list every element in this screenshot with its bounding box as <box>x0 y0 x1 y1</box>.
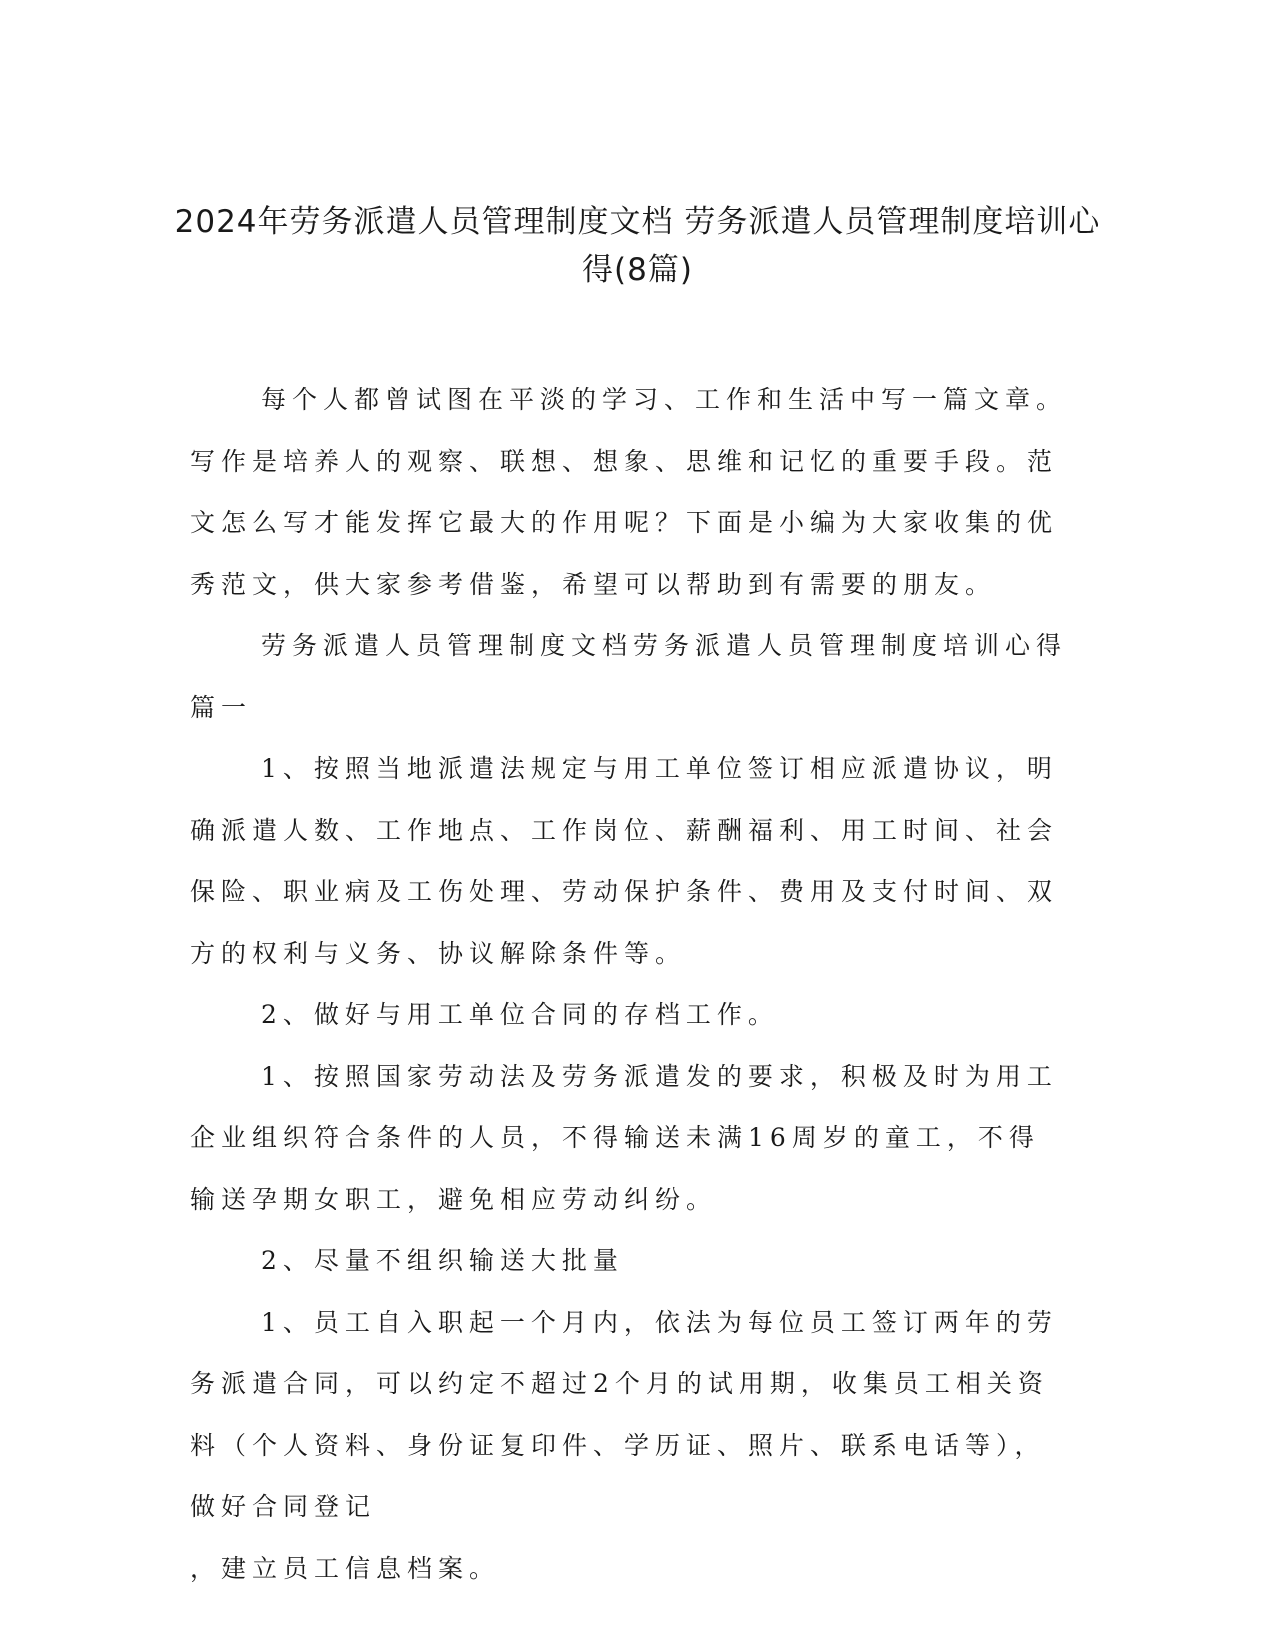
list-item: 1、按照当地派遣法规定与用工单位签订相应派遣协议，明确派遣人数、工作地点、工作岗位、薪酬福利、用工时间、社会保险、职业病及工伤处理、劳动保护条件、费用及支付时间、双方的权利与义务、协议解除条件等。 <box>190 754 1059 968</box>
list-item-continuation: ，建立员工信息档案。 <box>190 1553 501 1583</box>
document-body <box>190 369 1070 1599</box>
list-item: 2、做好与用工单位合同的存档工作。 <box>261 1000 779 1029</box>
intro-paragraph: 每个人都曾试图在平淡的学习、工作和生活中写一篇文章。写作是培养人的观察、联想、想象、思维和记忆的重要手段。范文怎么写才能发挥它最大的作用呢？下面是小编为大家收集的优秀范文，供大家参考借鉴，希望可以帮助到有需要的朋友。 <box>190 385 1068 599</box>
list-item: 1、按照国家劳动法及劳务派遣发的要求，积极及时为用工企业组织符合条件的人员，不得输送未满16周岁的童工，不得输送孕期女职工，避免相应劳动纠纷。 <box>190 1061 1058 1214</box>
document-title: 2024年劳务派遣人员管理制度文档 劳务派遣人员管理制度培训心得(8篇) <box>174 204 1101 288</box>
list-item: 1、员工自入职起一个月内，依法为每位员工签订两年的劳务派遣合同，可以约定不超过2个月的试用期，收集员工相关资料（个人资料、身份证复印件、学历证、照片、联系电话等），做好合同登记 <box>190 1307 1058 1521</box>
section-heading: 劳务派遣人员管理制度文档劳务派遣人员管理制度培训心得篇一 <box>190 631 1068 722</box>
list-item: 2、尽量不组织输送大批量 <box>261 1246 624 1275</box>
